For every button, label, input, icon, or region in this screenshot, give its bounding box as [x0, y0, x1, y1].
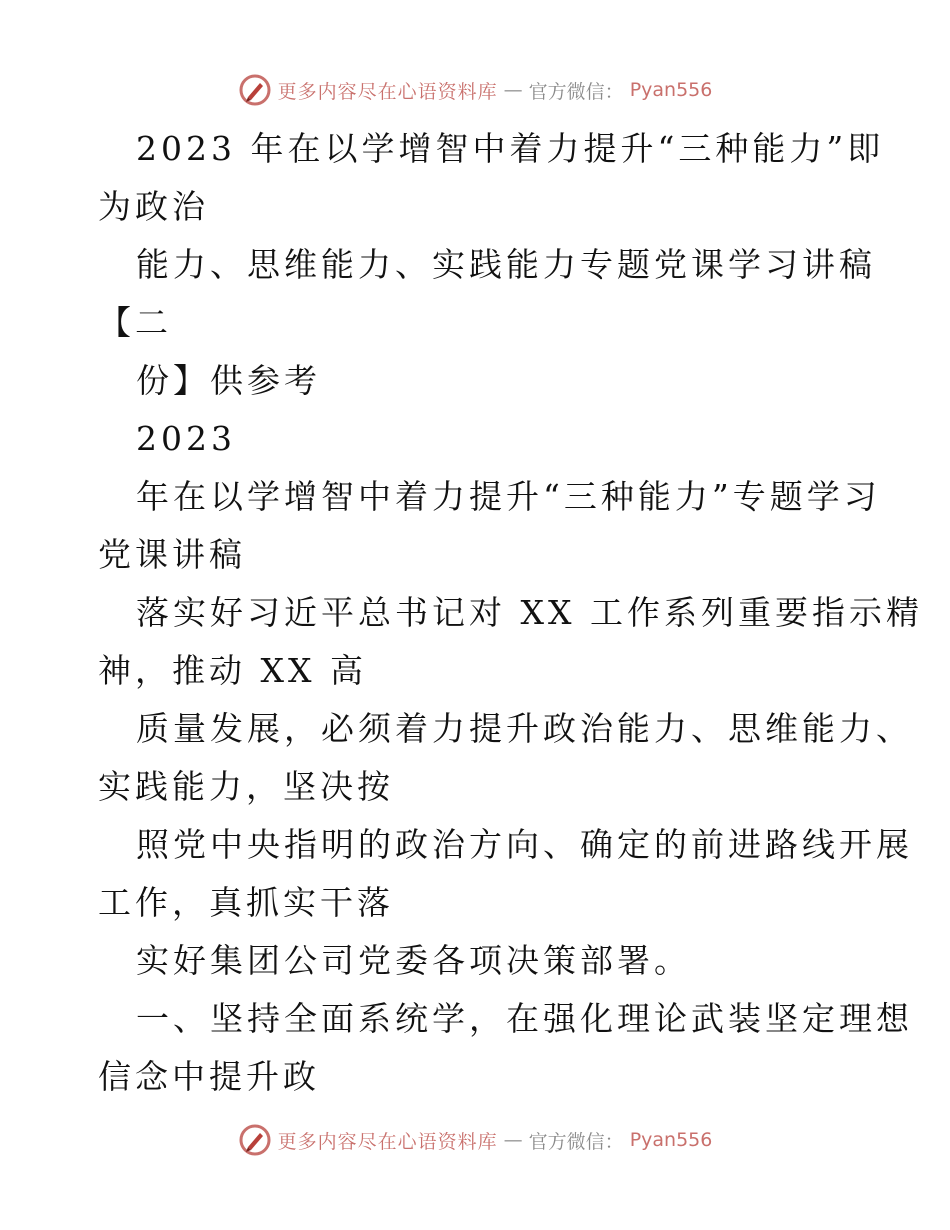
paragraph-line: 质量发展，必须着力提升政治能力、思维能力、	[136, 709, 913, 748]
header-watermark	[0, 70, 950, 110]
pen-logo-icon	[238, 73, 272, 107]
paragraph-line: 神，推动 XX 高	[98, 651, 367, 690]
title-line: 能力、思维能力、实践能力专题党课学习讲稿	[136, 245, 876, 284]
paragraph-line: 工作，真抓实干落	[98, 883, 394, 922]
pen-logo-icon	[238, 1123, 272, 1157]
section-heading-line: 一、坚持全面系统学，在强化理论武装坚定理想	[136, 999, 913, 1038]
section-heading-line: 信念中提升政	[98, 1057, 320, 1096]
watermark-separator: —	[503, 79, 523, 101]
watermark-contact-id: Pyan556	[629, 1129, 713, 1151]
watermark-contact-label: 官方微信：	[528, 1130, 624, 1153]
subtitle-line: 年在以学增智中着力提升“三种能力”专题学习	[136, 477, 881, 516]
watermark-separator: —	[503, 1129, 523, 1151]
title-line: 为政治	[98, 187, 209, 226]
paragraph-line: 实践能力，坚决按	[98, 767, 394, 806]
subtitle-line: 党课讲稿	[98, 535, 246, 574]
watermark-contact-label: 官方微信：	[528, 80, 624, 103]
paragraph-line: 照党中央指明的政治方向、确定的前进路线开展	[136, 825, 913, 864]
title-line: 份】供参考	[136, 361, 321, 400]
footer-watermark	[0, 1120, 950, 1160]
paragraph-line: 实好集团公司党委各项决策部署。	[136, 941, 691, 980]
watermark-text: 更多内容尽在心语资料库	[277, 1130, 498, 1153]
title-line: 【二	[98, 303, 172, 342]
title-line: 2023 年在以学增智中着力提升“三种能力”即	[136, 129, 885, 168]
paragraph-line: 落实好习近平总书记对 XX 工作系列重要指示精	[136, 593, 923, 632]
document-body	[98, 120, 923, 1106]
watermark-contact-id: Pyan556	[629, 79, 713, 101]
subtitle-line: 2023	[136, 419, 236, 458]
watermark-text: 更多内容尽在心语资料库	[277, 80, 498, 103]
